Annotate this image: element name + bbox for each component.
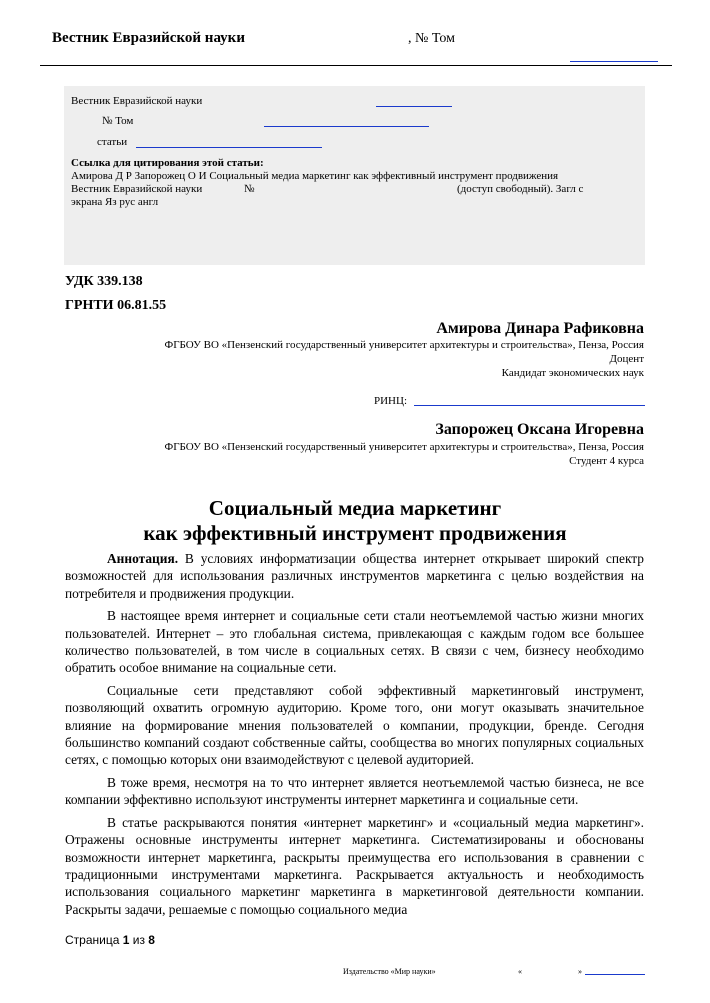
citebox-journal: Вестник Евразийской науки xyxy=(71,95,203,107)
rinc-label: РИНЦ: xyxy=(374,395,408,407)
author1-degree: Кандидат экономических наук xyxy=(501,367,644,379)
grnti-code: ГРНТИ 06.81.55 xyxy=(65,298,167,313)
header-issue: , № Том xyxy=(408,31,455,46)
page-number xyxy=(65,933,155,947)
author2-position: Студент 4 курса xyxy=(569,455,644,467)
citebox-issue: № Том xyxy=(102,115,134,127)
header-link-underline[interactable] xyxy=(570,61,658,62)
author2-name: Запорожец Оксана Игоревна xyxy=(435,421,644,438)
page-total: 8 xyxy=(148,933,155,947)
abstract-text: В условиях информатизации общества интернет открывает широкий спектр возможностей для использования различных инструментов маркетинга с целью воздействия на потребителя и продвижения продукции. xyxy=(65,551,644,601)
citebox-cite-language: экрана Яз рус англ xyxy=(71,196,159,208)
author2-affiliation: ФГБОУ ВО «Пензенский государственный университет архитектуры и строительства», Пенза, Россия xyxy=(164,441,644,453)
header-journal-name: Вестник Евразийской науки xyxy=(52,30,245,46)
header-divider xyxy=(40,65,672,66)
citebox-article: статьи xyxy=(97,136,128,148)
footer-quote-open: « xyxy=(518,967,522,976)
body-paragraph-2: Социальные сети представляют собой эффективный маркетинговый инструмент, позволяющий охватить огромную аудиторию. Кроме того, они могут оказывать значительное влияние на формирование мнения пользователей о компании, продукции, бренде. Сегодня большинство компаний создают собственные сайты, сообщества во многих популярных социальных сетях, с помощью которых они взаимодействуют с целевой аудиторией. xyxy=(65,682,644,768)
citebox-article-link[interactable] xyxy=(136,147,322,148)
author1-position: Доцент xyxy=(609,353,644,365)
page-mid: из xyxy=(129,933,149,947)
citation-box xyxy=(64,86,645,265)
page-prefix: Страница xyxy=(65,933,123,947)
citebox-cite-title: Ссылка для цитирования этой статьи: xyxy=(71,157,264,169)
abstract-label: Аннотация. xyxy=(107,551,179,566)
article-body xyxy=(65,550,644,923)
article-title-line1: Социальный медиа маркетинг xyxy=(208,496,502,520)
citebox-journal-link[interactable] xyxy=(376,106,452,107)
footer-link-underline[interactable] xyxy=(585,974,645,975)
body-paragraph-3: В тоже время, несмотря на то что интернет является неотъемлемой частью бизнеса, не все компании эффективно используют инструменты интернет маркетинга и социальные сети. xyxy=(65,774,644,808)
page-current: 1 xyxy=(122,933,130,947)
article-title xyxy=(0,496,710,546)
udk-code: УДК 339.138 xyxy=(65,274,143,289)
author1-name: Амирова Динара Рафиковна xyxy=(436,320,644,337)
footer-publisher: Издательство «Мир науки» xyxy=(343,967,436,976)
footer-quote-close: » xyxy=(578,967,582,976)
body-paragraph-4: В статье раскрываются понятия «интернет маркетинг» и «социальный медиа маркетинг». Отражены основные инструменты интернет маркетинга. Систематизированы и обоснованы возможности интернет маркетинга, раскрыты преимущества его использования в сравнении с традиционными инструментами маркетинга. Раскрывается актуальность и необходимость использования социального маркетинг маркетинга в маркетинговой деятельности компании. Раскрыты задачи, решаемые с помощью социального медиа xyxy=(65,814,644,917)
body-paragraph-1: В настоящее время интернет и социальные сети стали неотъемлемой частью жизни многих пользователей. Интернет – это глобальная система, привлекающая с каждым годом все большее количество пользователей, в том числе в социальных сетях. В связи с чем, бизнесу необходимо обратить особое внимание на социальные сети. xyxy=(65,608,644,676)
citebox-cite-number: № xyxy=(244,183,255,195)
citebox-cite-journal: Вестник Евразийской науки xyxy=(71,183,203,195)
abstract-paragraph xyxy=(65,550,644,602)
citebox-cite-line1: Амирова Д Р Запорожец О И Социальный медиа маркетинг как эффективный инструмент продвижения xyxy=(71,170,559,182)
citebox-issue-link[interactable] xyxy=(264,126,429,127)
author1-affiliation: ФГБОУ ВО «Пензенский государственный университет архитектуры и строительства», Пенза, Россия xyxy=(164,339,644,351)
citebox-cite-access: (доступ свободный). Загл с xyxy=(457,183,584,195)
rinc-link[interactable] xyxy=(414,405,645,406)
article-title-line2: как эффективный инструмент продвижения xyxy=(143,521,567,545)
